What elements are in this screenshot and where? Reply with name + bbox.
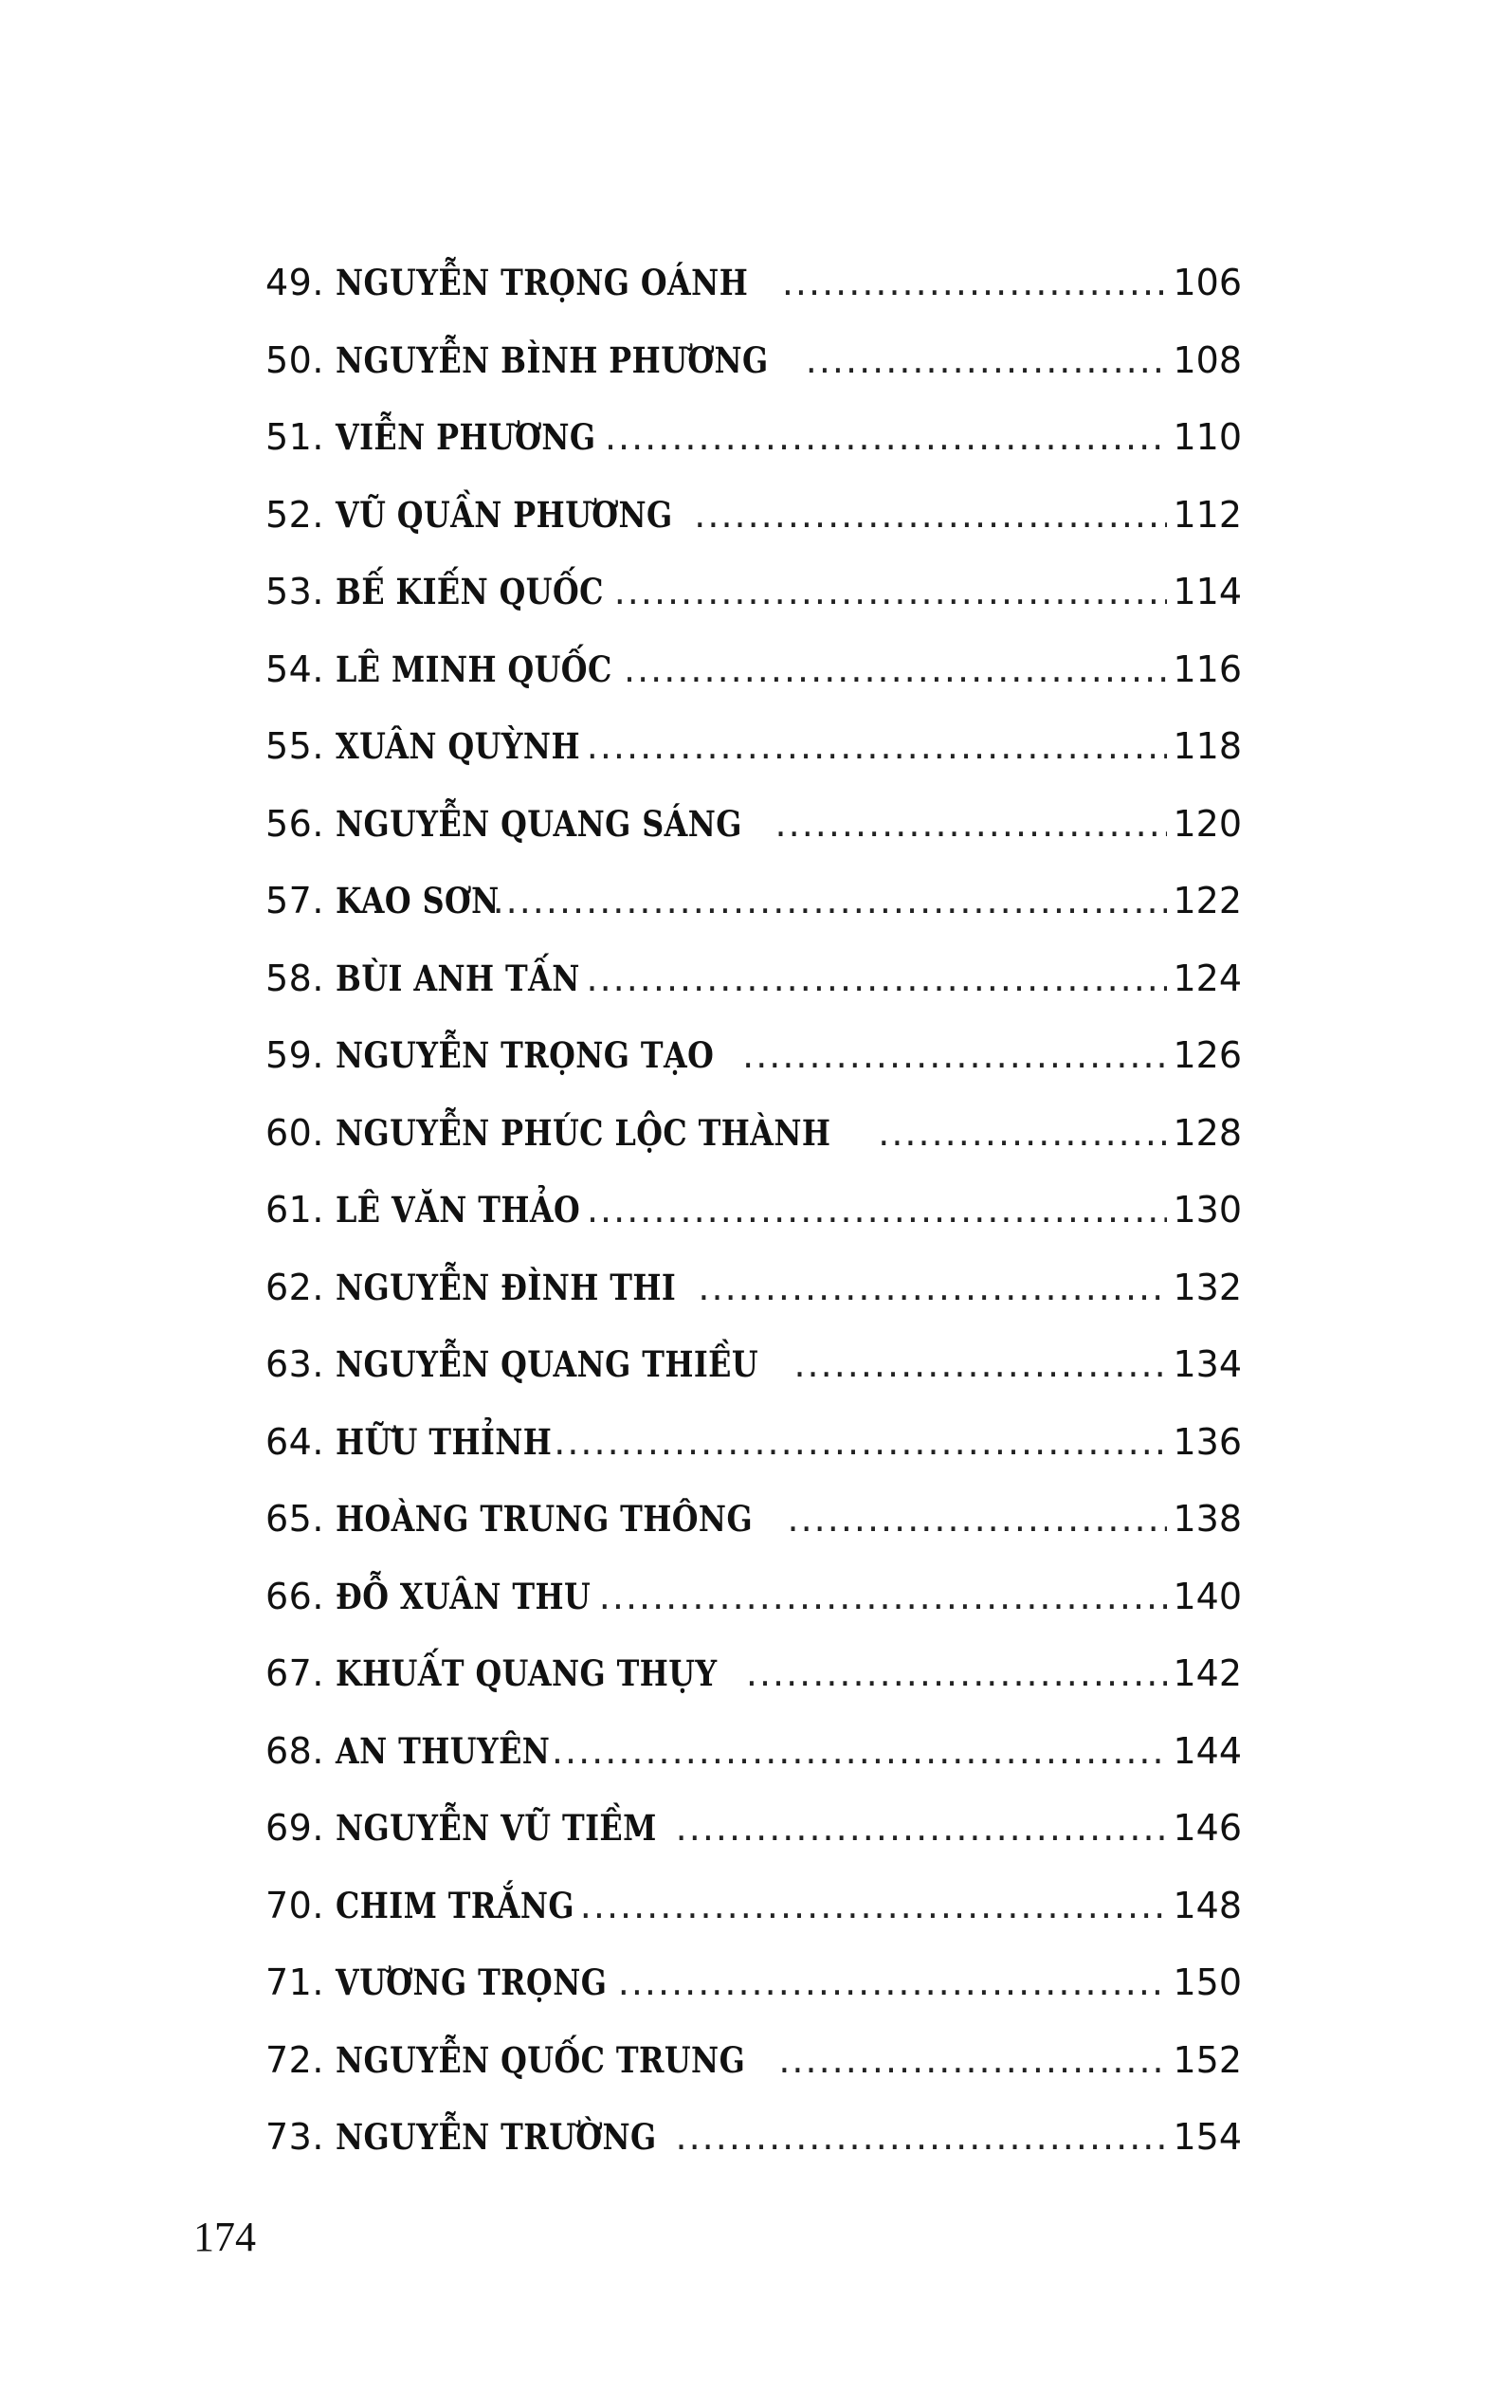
dot-leader <box>580 1868 1168 1945</box>
dot-leader <box>676 2099 1168 2177</box>
entry-page: 116 <box>1173 648 1242 690</box>
entry-title: NGUYỄN TRƯỜNG <box>336 2116 657 2158</box>
toc-entry <box>265 786 1242 864</box>
toc-entry <box>265 1326 1242 1404</box>
toc-entry <box>265 245 1242 322</box>
entry-page: 136 <box>1173 1420 1242 1463</box>
entry-number: 63. <box>265 1343 324 1385</box>
dot-leader <box>878 1095 1167 1173</box>
entry-title: HỮU THỈNH <box>336 1420 553 1463</box>
entry-number: 70. <box>265 1884 324 1926</box>
entry-title: VIỄN PHƯƠNG <box>336 416 596 458</box>
entry-number: 54. <box>265 648 324 690</box>
entry-number: 67. <box>265 1652 324 1694</box>
toc-entry <box>265 1481 1242 1559</box>
entry-page: 134 <box>1173 1343 1242 1385</box>
entry-number: 69. <box>265 1807 324 1849</box>
toc-entry <box>265 1944 1242 2022</box>
toc-entry <box>265 399 1242 477</box>
entry-title: VƯƠNG TRỌNG <box>336 1961 608 2003</box>
entry-number: 50. <box>265 338 324 381</box>
entry-number: 68. <box>265 1729 324 1772</box>
toc-entry <box>265 2099 1242 2177</box>
entry-title: LÊ MINH QUỐC <box>336 648 612 690</box>
entry-title: CHIM TRẮNG <box>336 1884 574 1926</box>
toc-entry <box>265 708 1242 786</box>
entry-number: 71. <box>265 1961 324 2003</box>
entry-page: 152 <box>1173 2038 1242 2081</box>
entry-number: 49. <box>265 262 324 303</box>
entry-title: NGUYỄN QUANG SÁNG <box>336 802 742 845</box>
entry-number: 61. <box>265 1189 324 1231</box>
entry-page: 130 <box>1173 1189 1242 1231</box>
entry-title: NGUYỄN TRỌNG OÁNH <box>336 262 749 303</box>
entry-title: NGUYỄN PHÚC LỘC THÀNH <box>336 1111 831 1154</box>
dot-leader <box>618 1944 1168 2022</box>
dot-leader <box>587 1172 1168 1250</box>
entry-page: 138 <box>1173 1498 1242 1540</box>
entry-page: 124 <box>1173 957 1242 999</box>
entry-number: 72. <box>265 2038 324 2081</box>
entry-page: 108 <box>1173 338 1242 381</box>
dot-leader <box>778 2022 1167 2100</box>
entry-title: HOÀNG TRUNG THÔNG <box>336 1498 754 1540</box>
entry-page: 126 <box>1173 1034 1242 1076</box>
dot-leader <box>782 245 1168 322</box>
toc-entry <box>265 1250 1242 1327</box>
toc-entry <box>265 1095 1242 1173</box>
dot-leader <box>775 786 1168 864</box>
toc-entry <box>265 1559 1242 1636</box>
entry-title: XUÂN QUỲNH <box>336 725 580 767</box>
entry-title: AN THUYÊN <box>336 1729 551 1772</box>
entry-title: BẾ KIẾN QUỐC <box>336 571 604 612</box>
entry-page: 110 <box>1173 416 1242 458</box>
toc-entry <box>265 322 1242 400</box>
entry-number: 56. <box>265 802 324 845</box>
entry-page: 128 <box>1173 1111 1242 1154</box>
toc-entry <box>265 1404 1242 1482</box>
entry-number: 73. <box>265 2116 324 2158</box>
entry-page: 142 <box>1173 1652 1242 1694</box>
entry-page: 106 <box>1173 262 1242 303</box>
toc-entry <box>265 1017 1242 1095</box>
dot-leader <box>746 1635 1168 1713</box>
dot-leader <box>599 1559 1168 1636</box>
entry-number: 58. <box>265 957 324 999</box>
entry-title: NGUYỄN VŨ TIỀM <box>336 1807 657 1849</box>
entry-page: 132 <box>1173 1266 1242 1308</box>
entry-page: 118 <box>1173 725 1242 767</box>
entry-page: 112 <box>1173 493 1242 536</box>
entry-title: NGUYỄN ĐÌNH THI <box>336 1266 677 1308</box>
toc-entry <box>265 2022 1242 2100</box>
entry-number: 51. <box>265 416 324 458</box>
entry-title: KAO SƠN <box>336 880 500 921</box>
entry-page: 150 <box>1173 1961 1242 2003</box>
toc-entry <box>265 1172 1242 1250</box>
dot-leader <box>587 708 1168 786</box>
dot-leader <box>694 477 1167 555</box>
entry-number: 64. <box>265 1420 324 1463</box>
entry-page: 140 <box>1173 1575 1242 1617</box>
dot-leader <box>554 1404 1167 1482</box>
dot-leader <box>552 1713 1168 1791</box>
entry-number: 66. <box>265 1575 324 1617</box>
dot-leader <box>793 1326 1167 1404</box>
entry-title: NGUYỄN BÌNH PHƯƠNG <box>336 338 769 381</box>
entry-title: NGUYỄN QUANG THIỀU <box>336 1343 759 1385</box>
dot-leader <box>614 554 1168 631</box>
entry-page: 154 <box>1173 2116 1242 2158</box>
dot-leader <box>586 940 1167 1018</box>
entry-number: 60. <box>265 1111 324 1154</box>
entry-page: 148 <box>1173 1884 1242 1926</box>
entry-title: VŨ QUẦN PHƯƠNG <box>336 493 673 536</box>
entry-page: 144 <box>1173 1729 1242 1772</box>
entry-page: 114 <box>1173 571 1242 612</box>
entry-title: ĐỖ XUÂN THU <box>336 1575 592 1617</box>
toc-entry <box>265 940 1242 1018</box>
entry-number: 62. <box>265 1266 324 1308</box>
toc-entry <box>265 554 1242 631</box>
entry-number: 57. <box>265 880 324 921</box>
entry-page: 146 <box>1173 1807 1242 1849</box>
toc-entry <box>265 1713 1242 1791</box>
dot-leader <box>698 1250 1167 1327</box>
entry-number: 55. <box>265 725 324 767</box>
entry-number: 65. <box>265 1498 324 1540</box>
toc-entry <box>265 1868 1242 1945</box>
dot-leader <box>493 863 1168 940</box>
entry-title: NGUYỄN QUỐC TRUNG <box>336 2038 746 2081</box>
toc-entry <box>265 1635 1242 1713</box>
dot-leader <box>806 322 1168 400</box>
entry-page: 122 <box>1173 880 1242 921</box>
toc-entry <box>265 1790 1242 1868</box>
entry-number: 52. <box>265 493 324 536</box>
entry-number: 53. <box>265 571 324 612</box>
page-number: 174 <box>193 2214 256 2260</box>
dot-leader <box>605 399 1168 477</box>
table-of-contents <box>265 245 1242 2177</box>
entry-title: KHUẤT QUANG THỤY <box>336 1652 718 1694</box>
toc-entry <box>265 477 1242 555</box>
entry-title: BÙI ANH TẤN <box>336 957 580 999</box>
entry-title: LÊ VĂN THẢO <box>336 1189 581 1231</box>
entry-number: 59. <box>265 1034 324 1076</box>
dot-leader <box>676 1790 1168 1868</box>
entry-page: 120 <box>1173 802 1242 845</box>
dot-leader <box>742 1017 1167 1095</box>
toc-entry <box>265 863 1242 940</box>
toc-entry <box>265 631 1242 709</box>
entry-title: NGUYỄN TRỌNG TẠO <box>336 1034 715 1076</box>
dot-leader <box>788 1481 1168 1559</box>
dot-leader <box>624 631 1167 709</box>
